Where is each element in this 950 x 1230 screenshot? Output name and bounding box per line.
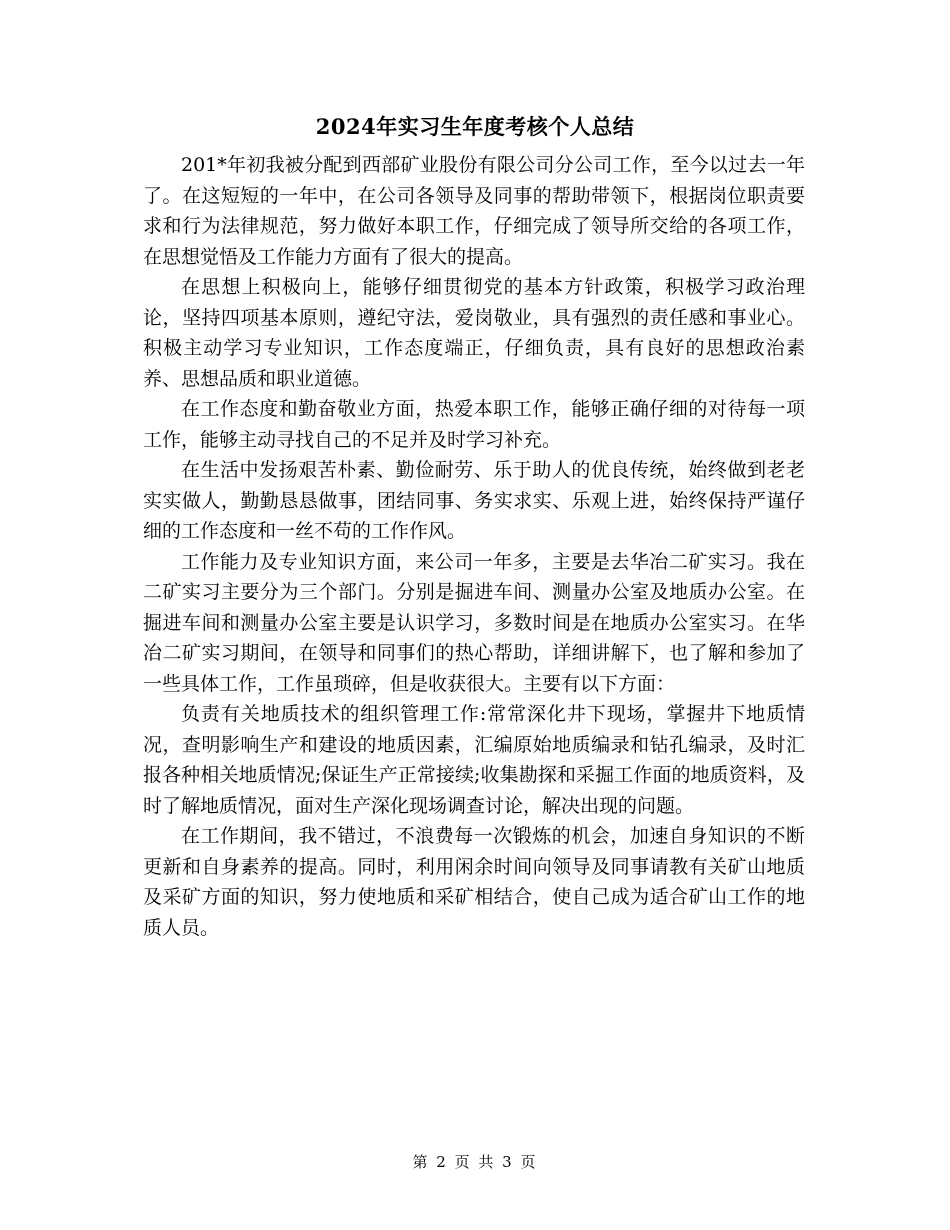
paragraph-intro: 201*年初我被分配到西部矿业股份有限公司分公司工作，至今以过去一年了。在这短短的一年中，在公司各领导及同事的帮助带领下，根据岗位职责要求和行为法律规范，努力做好本职工作，仔细完成了领导所交给的各项工作，在思想觉悟及工作能力方面有了很大的提高。 (143, 154, 805, 268)
document-title: 2024年实习生年度考核个人总结 (315, 114, 635, 139)
paragraph-ideology: 在思想上积极向上，能够仔细贯彻党的基本方针政策，积极学习政治理论，坚持四项基本原则，遵纪守法，爱岗敬业，具有强烈的责任感和事业心。积极主动学习专业知识，工作态度端正，仔细负责，具有良好的思想政治素养、思想品质和职业道德。 (143, 276, 805, 390)
page-number-footer: 第 2 页 共 3 页 (412, 1153, 538, 1171)
paragraph-life: 在生活中发扬艰苦朴素、勤俭耐劳、乐于助人的优良传统，始终做到老老实实做人，勤勤恳恳做事，团结同事、务实求实、乐观上进，始终保持严谨仔细的工作态度和一丝不苟的工作作风。 (143, 459, 805, 542)
paragraph-work-attitude: 在工作态度和勤奋敬业方面，热爱本职工作，能够正确仔细的对待每一项工作，能够主动寻找自己的不足并及时学习补充。 (143, 398, 805, 451)
paragraph-ability: 工作能力及专业知识方面，来公司一年多，主要是去华冶二矿实习。我在二矿实习主要分为三个部门。分别是掘进车间、测量办公室及地质办公室。在掘进车间和测量办公室主要是认识学习，多数时间是在地质办公室实习。在华冶二矿实习期间，在领导和同事们的热心帮助，详细讲解下，也了解和参加了一些具体工作，工作虽琐碎，但是收获很大。主要有以下方面： (143, 550, 805, 695)
paragraph-self-improvement: 在工作期间，我不错过，不浪费每一次锻炼的机会，加速自身知识的不断更新和自身素养的提高。同时，利用闲余时间向领导及同事请教有关矿山地质及采矿方面的知识，努力使地质和采矿相结合，使自己成为适合矿山工作的地质人员。 (143, 825, 805, 939)
document-body (143, 150, 805, 943)
paragraph-geology-duties: 负责有关地质技术的组织管理工作:常常深化井下现场，掌握井下地质情况，查明影响生产和建设的地质因素，汇编原始地质编录和钻孔编录，及时汇报各种相关地质情况;保证生产正常接续;收集勘探和采掘工作面的地质资料，及时了解地质情况，面对生产深化现场调查讨论，解决出现的问题。 (143, 703, 805, 817)
